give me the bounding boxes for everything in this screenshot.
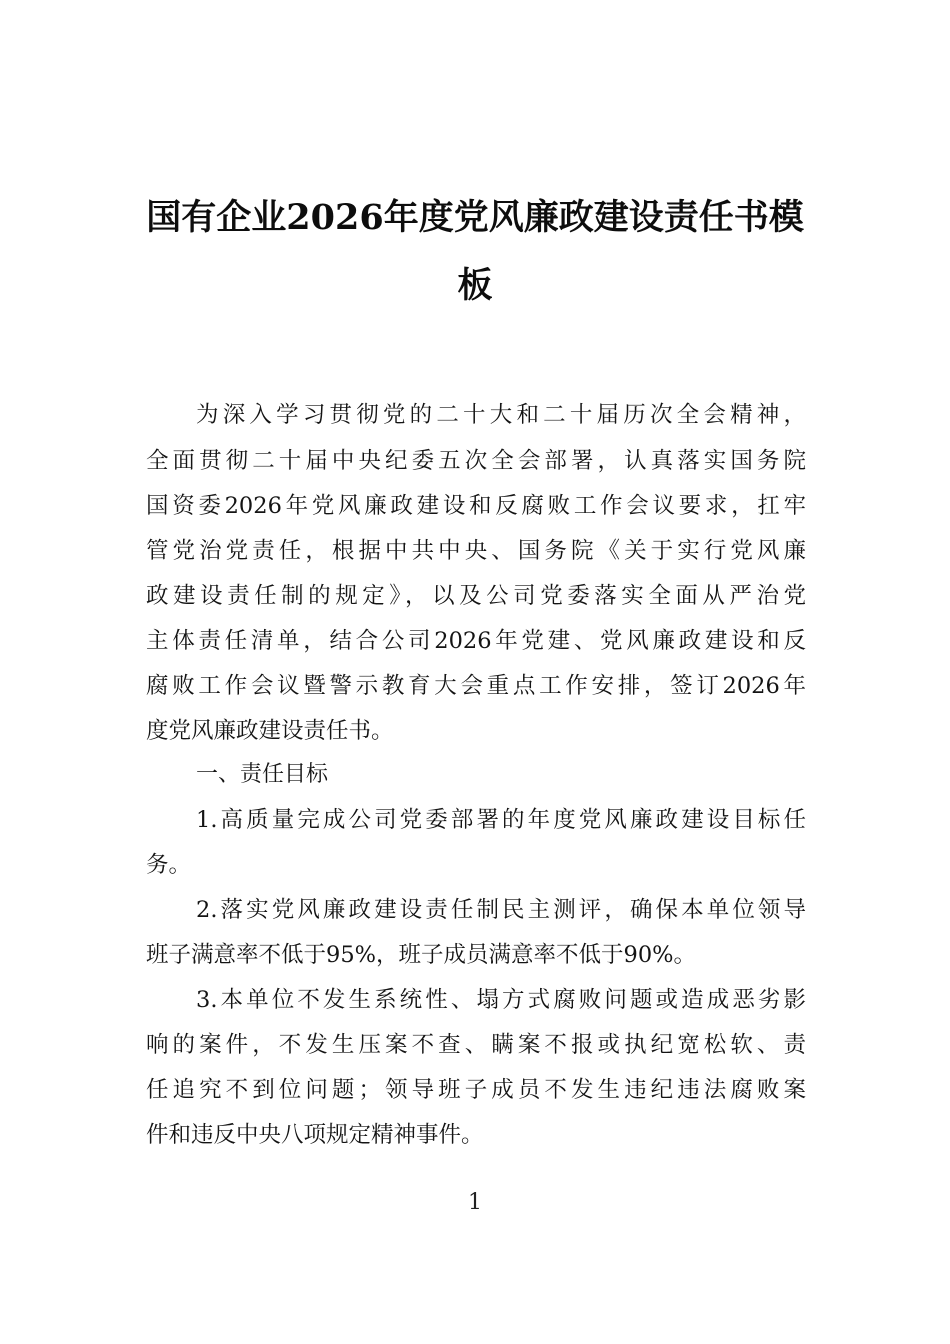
intro-line: 全面贯彻二十届中央纪委五次全会部署，认真落实国务院 (146, 448, 806, 474)
item-1-line: 务。 (146, 852, 192, 878)
document-title-line-1: 国有企业2026年度党风廉政建设责任书模 (146, 197, 804, 238)
intro-line: 腐败工作会议暨警示教育大会重点工作安排，签订2026年 (146, 673, 806, 699)
item-3-line: 响的案件，不发生压案不查、瞒案不报或执纪宽松软、责 (146, 1032, 806, 1058)
item-2-line: 班子满意率不低于95%，班子成员满意率不低于90%。 (146, 942, 697, 968)
intro-line: 度党风廉政建设责任书。 (146, 718, 394, 744)
intro-line: 为深入学习贯彻党的二十大和二十届历次全会精神， (196, 402, 806, 428)
item-3-line: 件和违反中央八项规定精神事件。 (146, 1122, 484, 1148)
item-3-line: 3.本单位不发生系统性、塌方式腐败问题或造成恶劣影 (196, 987, 806, 1013)
section-heading-responsibility-goals: 一、责任目标 (196, 762, 329, 787)
intro-line: 国资委2026年党风廉政建设和反腐败工作会议要求，扛牢 (146, 493, 806, 519)
item-3-line: 任追究不到位问题；领导班子成员不发生违纪违法腐败案 (146, 1077, 806, 1103)
document-title-line-2: 板 (457, 265, 493, 306)
page-number: 1 (468, 1190, 482, 1215)
intro-line: 主体责任清单，结合公司2026年党建、党风廉政建设和反 (146, 628, 806, 654)
intro-line: 政建设责任制的规定》，以及公司党委落实全面从严治党 (146, 583, 806, 609)
intro-line: 管党治党责任，根据中共中央、国务院《关于实行党风廉 (146, 538, 806, 564)
item-1-line: 1.高质量完成公司党委部署的年度党风廉政建设目标任 (196, 807, 806, 833)
item-2-line: 2.落实党风廉政建设责任制民主测评，确保本单位领导 (196, 897, 806, 923)
